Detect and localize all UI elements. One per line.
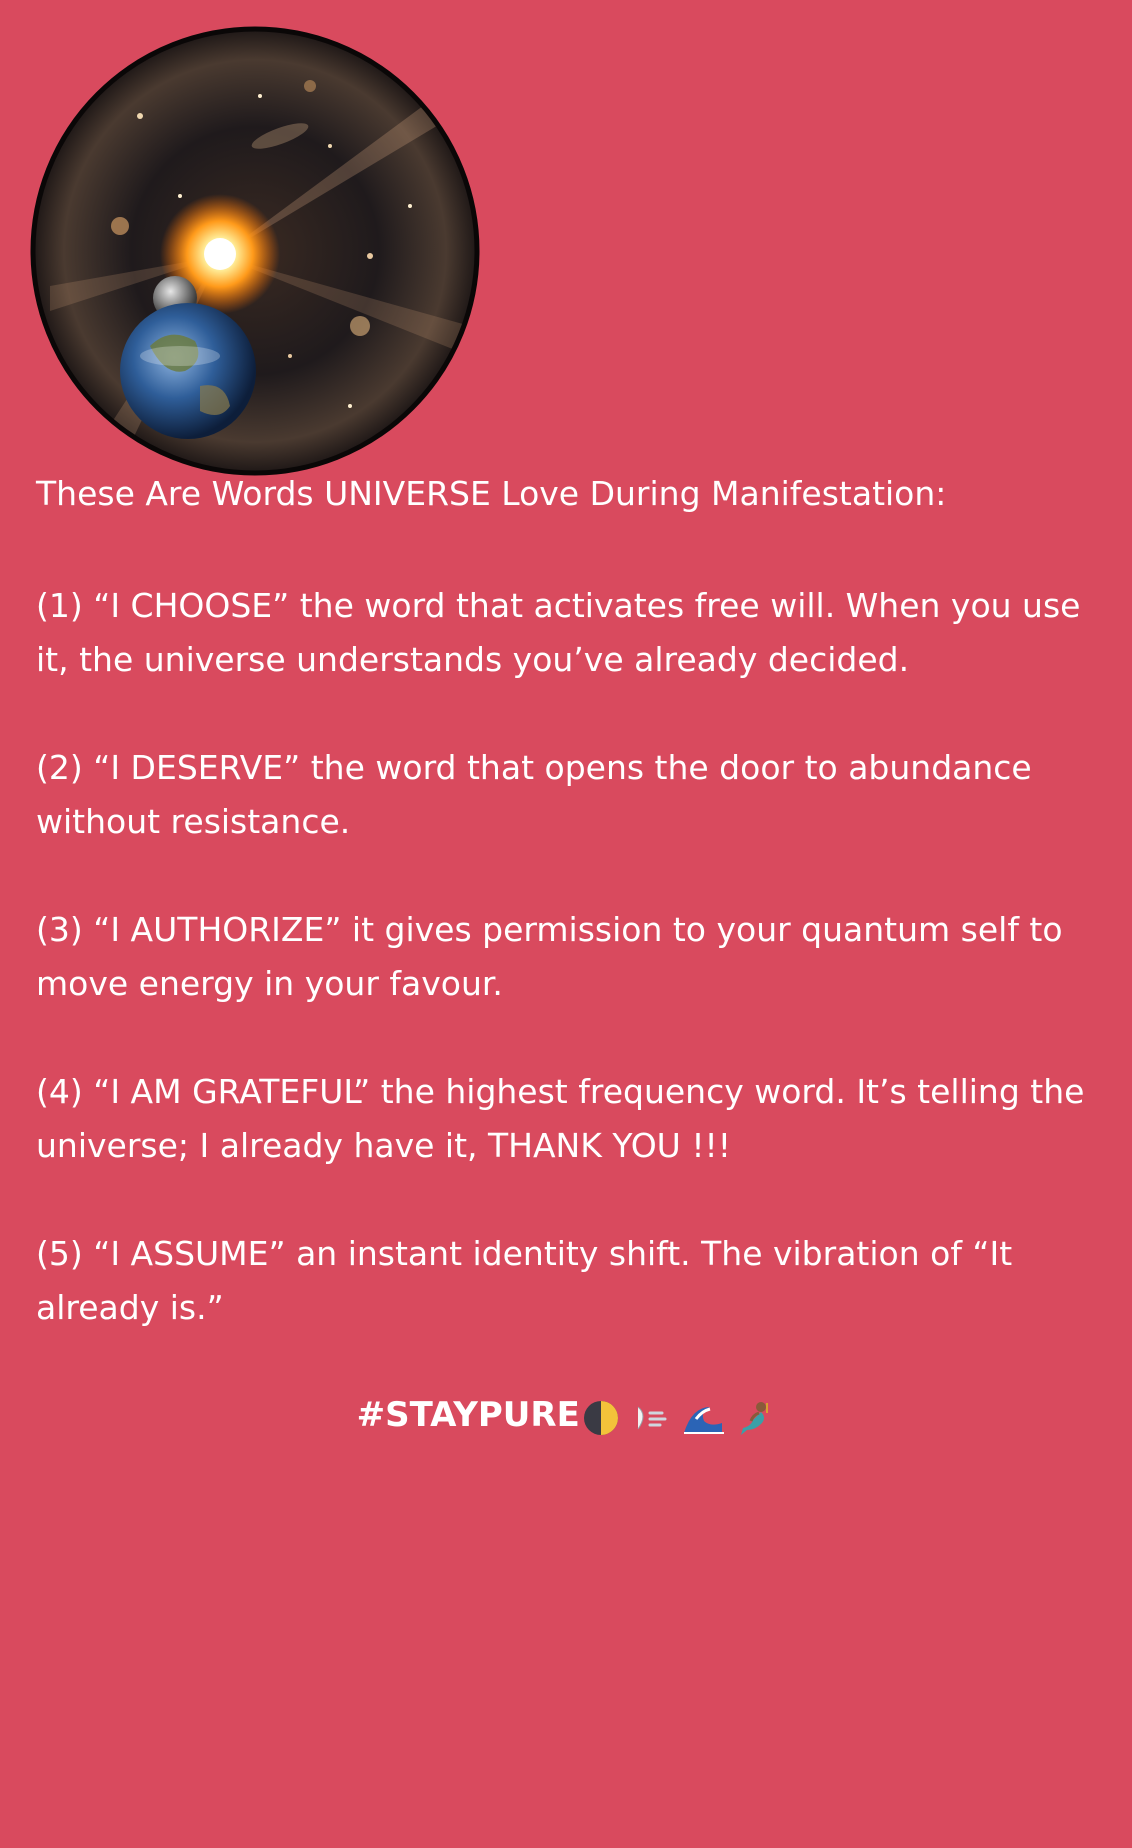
list-item: (2) “I DESERVE” the word that opens the door to abundance without resistance. <box>36 748 1032 841</box>
merperson-icon <box>737 1399 775 1437</box>
wind-icon <box>632 1399 670 1437</box>
hashtag-text: #STAYPURE <box>356 1395 580 1435</box>
post-text <box>36 470 1096 1389</box>
list-item: (5) “I ASSUME” an instant identity shift. The vibration of “It already is.” <box>36 1234 1013 1327</box>
wave-icon <box>682 1399 726 1437</box>
emoji-row <box>582 1392 776 1442</box>
moon-icon <box>582 1399 620 1437</box>
hashtag-line <box>0 1390 1132 1442</box>
post-title: These Are Words UNIVERSE Love During Manifestation: <box>36 474 947 513</box>
cosmos-circle-image <box>30 26 480 476</box>
list-item: (3) “I AUTHORIZE” it gives permission to your quantum self to move energy in your favour. <box>36 910 1063 1003</box>
list-item: (1) “I CHOOSE” the word that activates free will. When you use it, the universe understands you’ve already decided. <box>36 586 1081 679</box>
list-item: (4) “I AM GRATEFUL” the highest frequency word. It’s telling the universe; I already have it, THANK YOU !!! <box>36 1072 1085 1165</box>
